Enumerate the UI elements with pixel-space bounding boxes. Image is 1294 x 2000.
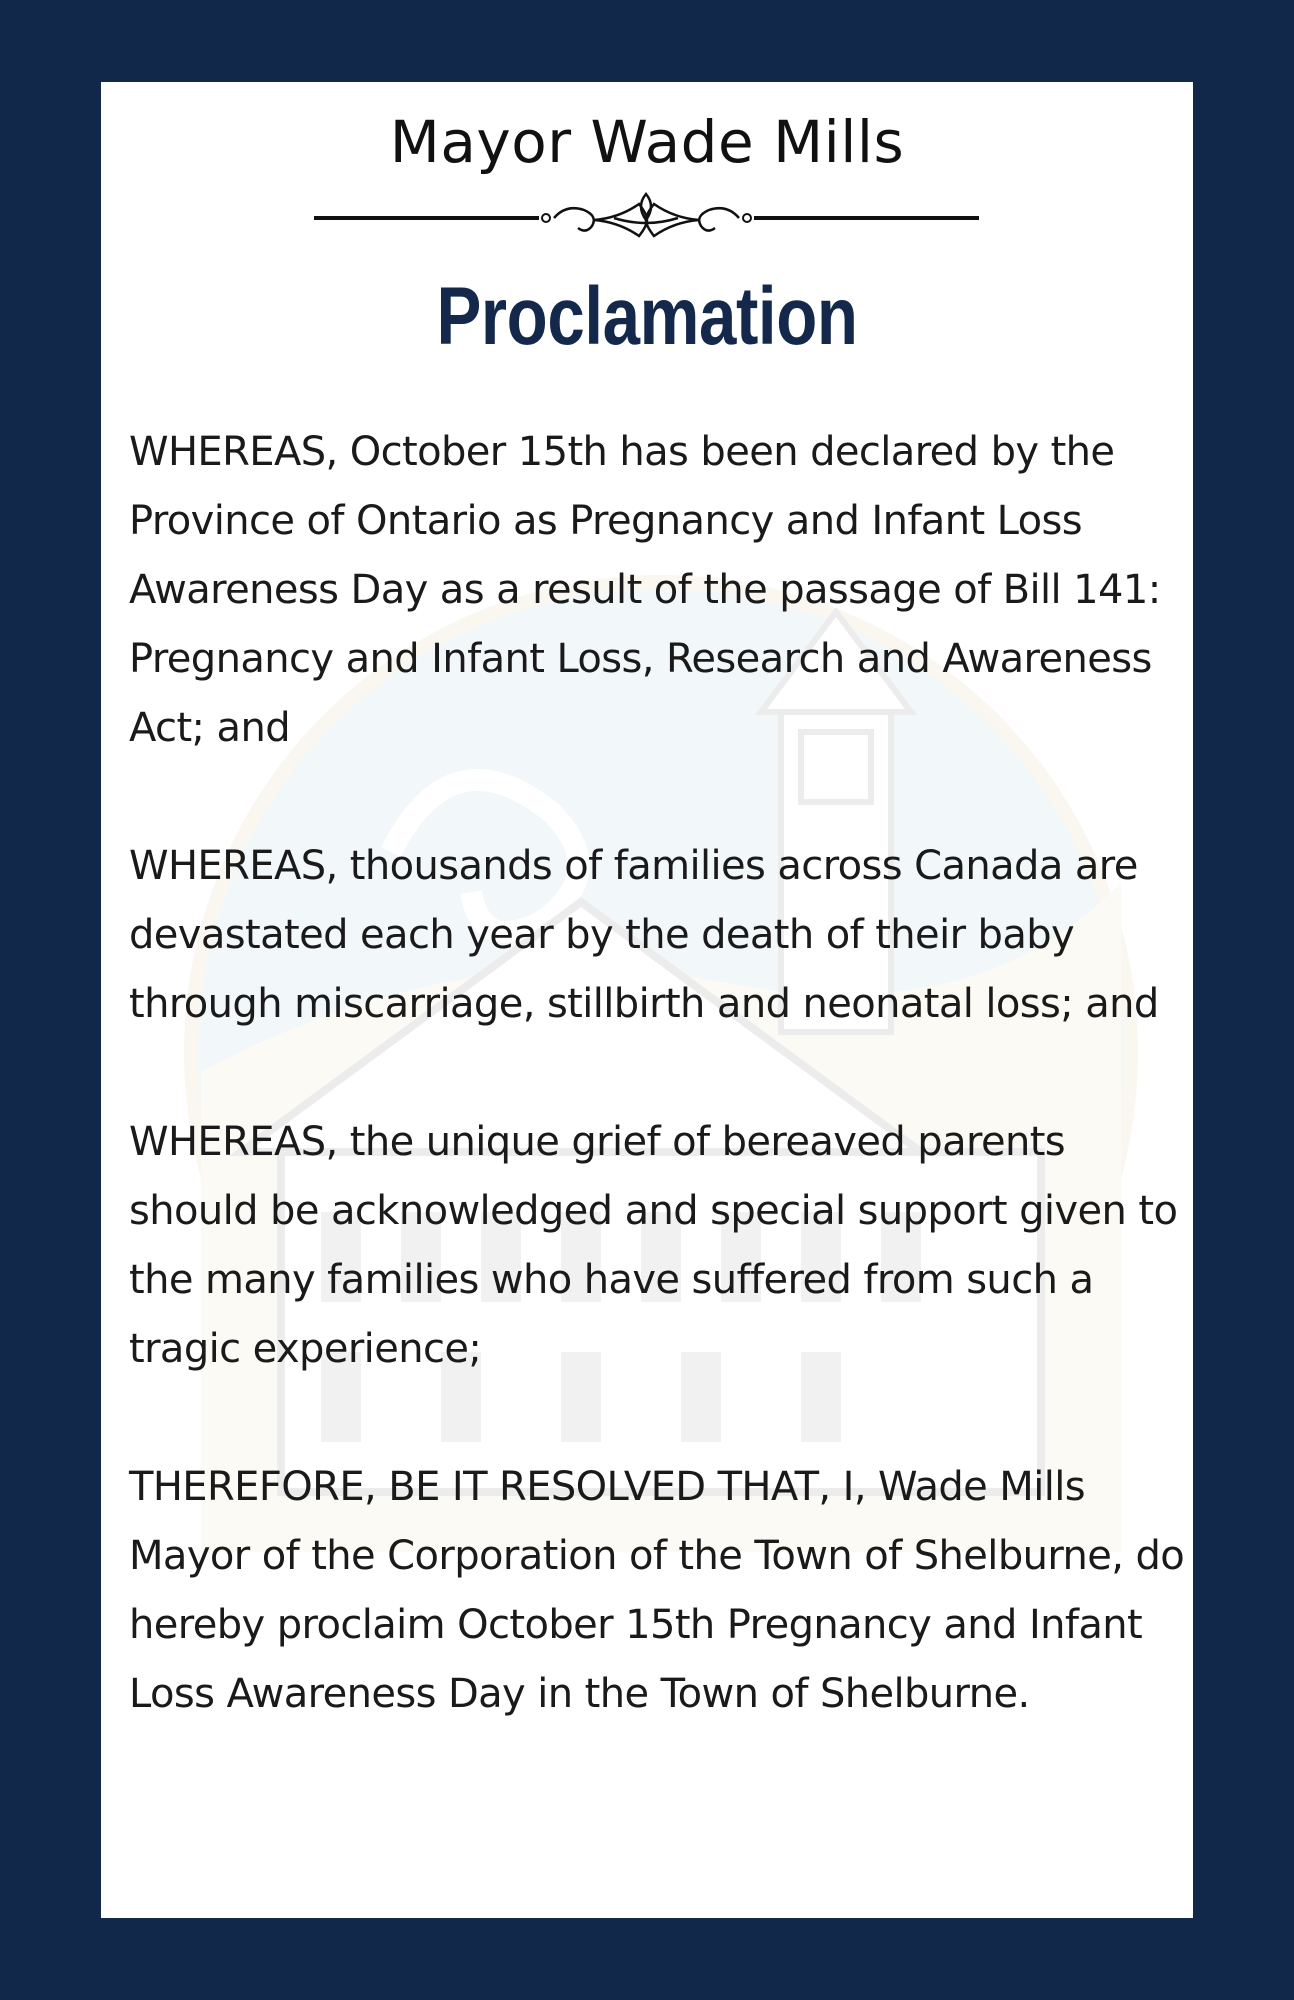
proclamation-body <box>129 418 1189 1729</box>
proclamation-card <box>101 82 1193 1918</box>
whereas-paragraph-3: WHEREAS, the unique grief of bereaved parents should be acknowledged and special support given to the many families who have suffered from such a tragic experience; <box>129 1119 1178 1372</box>
ornamental-divider <box>314 190 979 240</box>
whereas-paragraph-2: WHEREAS, thousands of families across Canada are devastated each year by the death of their baby through miscarriage, stillbirth and neonatal loss; and <box>129 843 1159 1027</box>
mayor-name: Mayor Wade Mills <box>389 108 905 176</box>
proclamation-title: Proclamation <box>436 271 858 362</box>
whereas-paragraph-1: WHEREAS, October 15th has been declared by the Province of Ontario as Pregnancy and Infant Loss Awareness Day as a result of the passage of Bill 141: Pregnancy and Infant Loss, Research and Awareness Act; and <box>129 429 1161 751</box>
resolution-paragraph: THEREFORE, BE IT RESOLVED THAT, I, Wade Mills Mayor of the Corporation of the Town of Shelburne, do hereby proclaim October 15th Pregnancy and Infant Loss Awareness Day in the Town of Shelburne. <box>129 1464 1185 1717</box>
